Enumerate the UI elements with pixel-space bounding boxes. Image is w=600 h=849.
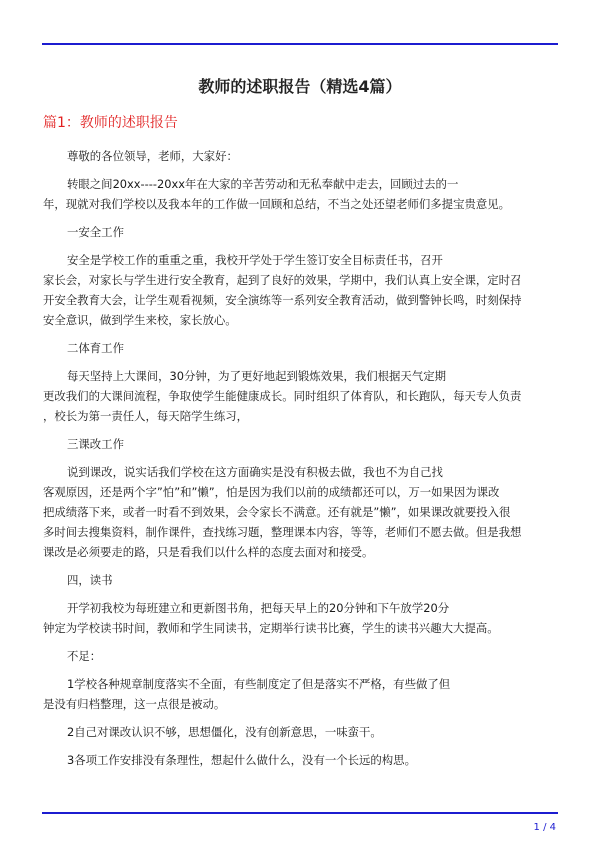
paragraph-line: 课改是必须要走的路，只是看我们以什么样的态度去面对和接受。 xyxy=(43,545,374,559)
paragraph-line: 把成绩落下来，或者一时看不到效果，会令家长不满意。还有就是”懒”，如果课改就要投入很 xyxy=(43,505,511,519)
paragraph xyxy=(43,722,559,742)
paragraph-line: 多时间去搜集资料，制作课件，查找练习题，整理课本内容，等等，老师们不愿去做。但是我想 xyxy=(43,525,522,539)
paragraph-line: 说到课改，说实话我们学校在这方面确实是没有积极去做，我也不为自己找 xyxy=(67,465,443,479)
paragraph-line: 开学初我校为每班建立和更新图书角，把每天早上的20分钟和下午放学20分 xyxy=(67,601,450,615)
paragraph xyxy=(43,674,559,714)
header-rule xyxy=(42,43,558,45)
paragraph-line: 客观原因，还是两个字”怕”和”懒”，怕是因为我们以前的成绩都还可以，万一如果因为课改 xyxy=(43,485,500,499)
paragraph-line: 一安全工作 xyxy=(67,225,124,239)
paragraph xyxy=(43,462,559,562)
paragraph-line: 安全是学校工作的重重之重，我校开学处于学生签订安全目标责任书，召开 xyxy=(67,253,443,267)
paragraph xyxy=(43,434,559,454)
footer-rule xyxy=(42,812,558,814)
paragraph-line: 2自己对课改认识不够，思想僵化，没有创新意思，一味蛮干。 xyxy=(67,725,382,739)
paragraph-line: 二体育工作 xyxy=(67,341,124,355)
document-title: 教师的述职报告（精选4篇） xyxy=(198,77,402,96)
paragraph xyxy=(43,750,559,770)
document-body xyxy=(43,146,559,778)
paragraph xyxy=(43,250,559,330)
paragraph xyxy=(43,146,559,166)
paragraph-line: 1学校各种规章制度落实不全面，有些制度定了但是落实不严格，有些做了但 xyxy=(67,677,451,691)
paragraph xyxy=(43,366,559,426)
paragraph-line: 是没有归档整理，这一点很是被动。 xyxy=(43,697,226,711)
paragraph xyxy=(43,646,559,666)
paragraph xyxy=(43,174,559,214)
paragraph xyxy=(43,338,559,358)
paragraph-line: 三课改工作 xyxy=(67,437,124,451)
paragraph-line: 每天坚持上大课间，30分钟，为了更好地起到锻炼效果，我们根据天气定期 xyxy=(67,369,446,383)
paragraph-line: ，校长为第一责任人，每天陪学生练习， xyxy=(43,409,249,423)
paragraph xyxy=(43,222,559,242)
page-number: 1 / 4 xyxy=(533,822,556,833)
paragraph-line: 不足： xyxy=(67,649,102,663)
paragraph-line: 尊敬的各位领导，老师，大家好： xyxy=(67,149,238,163)
paragraph xyxy=(43,570,559,590)
paragraph-line: 家长会，对家长与学生进行安全教育，起到了良好的效果，学期中，我们认真上安全课，定时召 xyxy=(43,273,522,287)
paragraph-line: 更改我们的大课间流程，争取使学生能健康成长。同时组织了体育队，和长跑队，每天专人负责 xyxy=(43,389,522,403)
paragraph-line: 四，读书 xyxy=(67,573,113,587)
paragraph-line: 安全意识，做到学生来校，家长放心。 xyxy=(43,313,237,327)
paragraph-line: 开安全教育大会，让学生观看视频，安全演练等一系列安全教育活动，做到警钟长鸣，时刻保持 xyxy=(43,293,522,307)
paragraph-line: 3各项工作安排没有条理性，想起什么做什么，没有一个长远的构思。 xyxy=(67,753,416,767)
paragraph-line: 转眼之间20xx----20xx年在大家的辛苦劳动和无私奉献中走去，回顾过去的一 xyxy=(67,177,459,191)
paragraph xyxy=(43,598,559,638)
paragraph-line: 钟定为学校读书时间，教师和学生同读书，定期举行读书比赛，学生的读书兴趣大大提高。 xyxy=(43,621,499,635)
paragraph-line: 年，现就对我们学校以及我本年的工作做一回顾和总结，不当之处还望老师们多提宝贵意见。 xyxy=(43,197,511,211)
section-heading: 篇1：教师的述职报告 xyxy=(43,115,178,131)
